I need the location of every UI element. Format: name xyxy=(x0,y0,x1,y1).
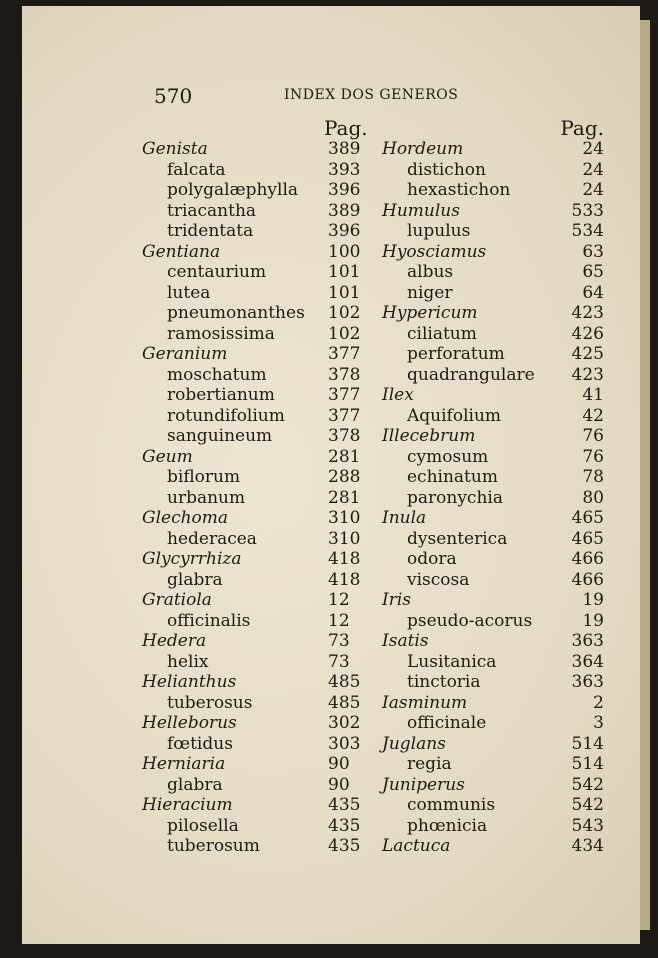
entry-page-number: 425 xyxy=(571,344,604,364)
index-entry-species xyxy=(142,180,384,201)
entry-name: odora xyxy=(407,549,457,569)
entry-page-number: 73 xyxy=(328,651,350,672)
entry-name: ramosissima xyxy=(167,323,275,344)
entry-name: perforatum xyxy=(407,344,505,364)
entry-page-number: 377 xyxy=(328,405,361,426)
entry-name: biflorum xyxy=(167,467,241,487)
entry-page-number: 101 xyxy=(328,262,361,282)
index-entry-genus xyxy=(382,385,604,406)
index-entry-species xyxy=(142,734,384,755)
entry-name: Gentiana xyxy=(142,241,221,262)
entry-name: cymosum xyxy=(407,446,489,467)
entry-page-number: 542 xyxy=(571,774,604,795)
index-entry-genus xyxy=(142,139,384,160)
index-entry-species xyxy=(142,365,384,386)
entry-name: echinatum xyxy=(407,467,498,487)
index-entry-species xyxy=(382,344,604,365)
entry-name: pneumonanthes xyxy=(167,303,305,323)
index-entry-species xyxy=(382,549,604,570)
entry-name: Isatis xyxy=(382,631,429,651)
index-entry-species xyxy=(142,201,384,222)
entry-page-number: 302 xyxy=(328,713,361,733)
entry-page-number: 41 xyxy=(582,385,604,405)
index-entry-species xyxy=(142,160,384,181)
entry-name: Lactuca xyxy=(382,836,451,856)
entry-page-number: 466 xyxy=(571,569,604,590)
entry-name: tinctoria xyxy=(407,672,481,692)
index-entry-species xyxy=(382,652,604,673)
entry-page-number: 100 xyxy=(328,241,361,262)
index-entry-species xyxy=(142,611,384,632)
index-entry-species xyxy=(382,324,604,345)
entry-page-number: 281 xyxy=(328,446,361,467)
index-entry-species xyxy=(382,283,604,304)
index-entry-species xyxy=(382,570,604,591)
index-entry-genus xyxy=(382,201,604,222)
entry-name: Geum xyxy=(142,446,193,467)
index-entry-species xyxy=(142,693,384,714)
index-entry-genus xyxy=(142,631,384,652)
index-entry-species xyxy=(382,447,604,468)
pag-column-label: Pag. xyxy=(560,116,604,140)
entry-name: Helleborus xyxy=(142,713,237,733)
entry-page-number: 514 xyxy=(571,754,604,774)
entry-page-number: 19 xyxy=(582,590,604,610)
index-entry-species xyxy=(382,160,604,181)
index-entry-genus xyxy=(142,242,384,263)
entry-page-number: 378 xyxy=(328,364,361,385)
entry-name: Geranium xyxy=(142,344,228,364)
index-entry-species xyxy=(142,570,384,591)
index-entries-right xyxy=(382,139,604,857)
entry-name: pilosella xyxy=(167,815,239,836)
entry-name: helix xyxy=(167,651,209,672)
entry-name: officinalis xyxy=(167,610,251,631)
index-entry-species xyxy=(142,816,384,837)
index-entry-genus xyxy=(142,672,384,693)
index-entry-species xyxy=(142,406,384,427)
entry-page-number: 90 xyxy=(328,754,350,774)
entry-name: hederacea xyxy=(167,528,257,549)
entry-name: Genista xyxy=(142,139,208,159)
entry-name: Herniaria xyxy=(142,754,226,774)
entry-page-number: 24 xyxy=(582,159,604,180)
entry-page-number: 423 xyxy=(571,303,604,323)
entry-page-number: 466 xyxy=(571,549,604,569)
index-entry-species xyxy=(382,795,604,816)
entry-page-number: 396 xyxy=(328,221,361,241)
entry-name: tuberosum xyxy=(167,836,260,856)
page-edge xyxy=(640,20,650,930)
index-entry-genus xyxy=(382,303,604,324)
index-entry-species xyxy=(142,303,384,324)
entry-page-number: 64 xyxy=(582,282,604,303)
entry-page-number: 90 xyxy=(328,774,350,795)
index-entry-species xyxy=(382,713,604,734)
entry-page-number: 465 xyxy=(571,508,604,528)
index-entry-genus xyxy=(142,549,384,570)
index-entry-genus xyxy=(382,508,604,529)
index-entry-species xyxy=(382,365,604,386)
entry-page-number: 12 xyxy=(328,590,350,610)
entry-page-number: 418 xyxy=(328,569,361,590)
index-entry-species xyxy=(142,262,384,283)
entry-name: robertianum xyxy=(167,385,275,405)
entry-page-number: 423 xyxy=(571,364,604,385)
entry-name: lutea xyxy=(167,282,211,303)
index-entry-species xyxy=(382,754,604,775)
entry-name: distichon xyxy=(407,159,486,180)
index-entry-species xyxy=(142,324,384,345)
entry-name: albus xyxy=(407,262,454,282)
entry-page-number: 76 xyxy=(582,426,604,446)
entry-name: Humulus xyxy=(382,200,460,221)
entry-name: Aquifolium xyxy=(407,405,502,426)
entry-name: pseudo-acorus xyxy=(407,610,533,631)
index-entry-species xyxy=(382,180,604,201)
entry-name: paronychia xyxy=(407,487,503,508)
index-entry-genus xyxy=(382,775,604,796)
entry-name: dysenterica xyxy=(407,528,508,549)
index-entry-genus xyxy=(142,754,384,775)
entry-name: communis xyxy=(407,795,496,815)
entry-page-number: 281 xyxy=(328,487,361,508)
index-entry-species xyxy=(142,467,384,488)
running-title: INDEX DOS GENEROS xyxy=(284,87,459,103)
index-entry-genus xyxy=(142,795,384,816)
entry-page-number: 80 xyxy=(582,487,604,508)
entry-name: glabra xyxy=(167,774,223,795)
entry-page-number: 435 xyxy=(328,836,361,856)
entry-name: Hedera xyxy=(142,631,207,651)
index-entry-species xyxy=(142,652,384,673)
entry-page-number: 485 xyxy=(328,672,361,692)
index-entry-species xyxy=(382,467,604,488)
entry-name: Iasminum xyxy=(382,692,468,713)
entry-page-number: 389 xyxy=(328,200,361,221)
entry-page-number: 389 xyxy=(328,139,361,159)
pag-column-label: Pag. xyxy=(324,116,368,140)
index-entry-species xyxy=(142,426,384,447)
entry-name: Lusitanica xyxy=(407,651,497,672)
index-entries-left xyxy=(142,139,384,857)
entry-name: officinale xyxy=(407,713,487,733)
index-entry-species xyxy=(142,488,384,509)
index-entry-species xyxy=(142,775,384,796)
index-entry-genus xyxy=(382,426,604,447)
entry-page-number: 24 xyxy=(582,180,604,200)
entry-name: Glechoma xyxy=(142,508,229,528)
entry-name: Iris xyxy=(382,590,412,610)
entry-name: ciliatum xyxy=(407,323,477,344)
index-entry-species xyxy=(382,529,604,550)
entry-page-number: 514 xyxy=(571,733,604,754)
page-header xyxy=(22,84,640,108)
entry-name: Juniperus xyxy=(382,774,465,795)
entry-name: Hieracium xyxy=(142,795,233,815)
entry-page-number: 102 xyxy=(328,323,361,344)
entry-name: Glycyrrhiza xyxy=(142,549,242,569)
entry-page-number: 377 xyxy=(328,344,361,364)
entry-name: moschatum xyxy=(167,364,267,385)
index-entry-species xyxy=(142,836,384,857)
index-entry-genus xyxy=(382,631,604,652)
entry-name: Ilex xyxy=(382,385,414,405)
index-entry-species xyxy=(382,672,604,693)
entry-name: Juglans xyxy=(382,733,446,754)
index-entry-species xyxy=(382,611,604,632)
entry-name: triacantha xyxy=(167,200,257,221)
index-entry-genus xyxy=(142,508,384,529)
entry-page-number: 2 xyxy=(593,692,604,713)
entry-page-number: 378 xyxy=(328,426,361,446)
index-entry-species xyxy=(142,283,384,304)
entry-name: Helianthus xyxy=(142,672,237,692)
entry-page-number: 12 xyxy=(328,610,350,631)
entry-name: tridentata xyxy=(167,221,254,241)
entry-name: falcata xyxy=(167,159,226,180)
entry-page-number: 418 xyxy=(328,549,361,569)
entry-page-number: 24 xyxy=(582,139,604,159)
entry-name: Hyosciamus xyxy=(382,241,487,262)
entry-name: viscosa xyxy=(407,569,470,590)
entry-name: lupulus xyxy=(407,221,471,241)
index-entry-genus xyxy=(382,242,604,263)
index-entry-genus xyxy=(382,590,604,611)
entry-page-number: 42 xyxy=(582,405,604,426)
entry-page-number: 363 xyxy=(571,672,604,692)
entry-name: niger xyxy=(407,282,453,303)
entry-page-number: 101 xyxy=(328,282,361,303)
index-entry-genus xyxy=(142,344,384,365)
entry-page-number: 543 xyxy=(571,815,604,836)
index-entry-genus xyxy=(382,734,604,755)
entry-page-number: 310 xyxy=(328,528,361,549)
entry-page-number: 19 xyxy=(582,610,604,631)
entry-page-number: 426 xyxy=(571,323,604,344)
index-entry-genus xyxy=(382,693,604,714)
entry-name: regia xyxy=(407,754,452,774)
entry-name: quadrangulare xyxy=(407,364,535,385)
entry-page-number: 73 xyxy=(328,631,350,651)
entry-name: Hordeum xyxy=(382,139,464,159)
entry-page-number: 303 xyxy=(328,733,361,754)
entry-name: phœnicia xyxy=(407,815,488,836)
index-entry-genus xyxy=(142,713,384,734)
entry-page-number: 435 xyxy=(328,795,361,815)
entry-page-number: 78 xyxy=(582,467,604,487)
index-entry-genus xyxy=(382,836,604,857)
entry-page-number: 65 xyxy=(582,262,604,282)
index-entry-species xyxy=(382,262,604,283)
entry-name: Illecebrum xyxy=(382,426,476,446)
entry-page-number: 63 xyxy=(582,241,604,262)
entry-name: Gratiola xyxy=(142,590,212,610)
entry-name: urbanum xyxy=(167,487,246,508)
index-entry-genus xyxy=(142,590,384,611)
entry-name: centaurium xyxy=(167,262,267,282)
entry-page-number: 288 xyxy=(328,467,361,487)
entry-page-number: 377 xyxy=(328,385,361,405)
entry-name: glabra xyxy=(167,569,223,590)
index-entry-species xyxy=(382,221,604,242)
index-entry-genus xyxy=(142,447,384,468)
index-entry-species xyxy=(382,488,604,509)
entry-page-number: 534 xyxy=(571,221,604,241)
entry-page-number: 485 xyxy=(328,692,361,713)
entry-page-number: 533 xyxy=(571,200,604,221)
entry-name: Inula xyxy=(382,508,427,528)
entry-page-number: 76 xyxy=(582,446,604,467)
entry-page-number: 434 xyxy=(571,836,604,856)
entry-page-number: 364 xyxy=(571,651,604,672)
entry-name: sanguineum xyxy=(167,426,273,446)
entry-name: rotundifolium xyxy=(167,405,285,426)
entry-name: hexastichon xyxy=(407,180,511,200)
entry-page-number: 363 xyxy=(571,631,604,651)
entry-page-number: 102 xyxy=(328,303,361,323)
entry-page-number: 465 xyxy=(571,528,604,549)
index-entry-species xyxy=(382,816,604,837)
index-entry-species xyxy=(142,385,384,406)
index-entry-species xyxy=(142,221,384,242)
entry-name: fœtidus xyxy=(167,733,233,754)
book-page xyxy=(22,6,640,944)
entry-page-number: 3 xyxy=(593,713,604,733)
entry-name: Hypericum xyxy=(382,303,478,323)
page-number: 570 xyxy=(154,84,193,108)
index-entry-genus xyxy=(382,139,604,160)
entry-page-number: 435 xyxy=(328,815,361,836)
entry-page-number: 310 xyxy=(328,508,361,528)
index-entry-species xyxy=(142,529,384,550)
entry-page-number: 393 xyxy=(328,159,361,180)
index-entry-species xyxy=(382,406,604,427)
entry-page-number: 396 xyxy=(328,180,361,200)
entry-name: tuberosus xyxy=(167,692,253,713)
entry-name: polygalæphylla xyxy=(167,180,299,200)
entry-page-number: 542 xyxy=(571,795,604,815)
